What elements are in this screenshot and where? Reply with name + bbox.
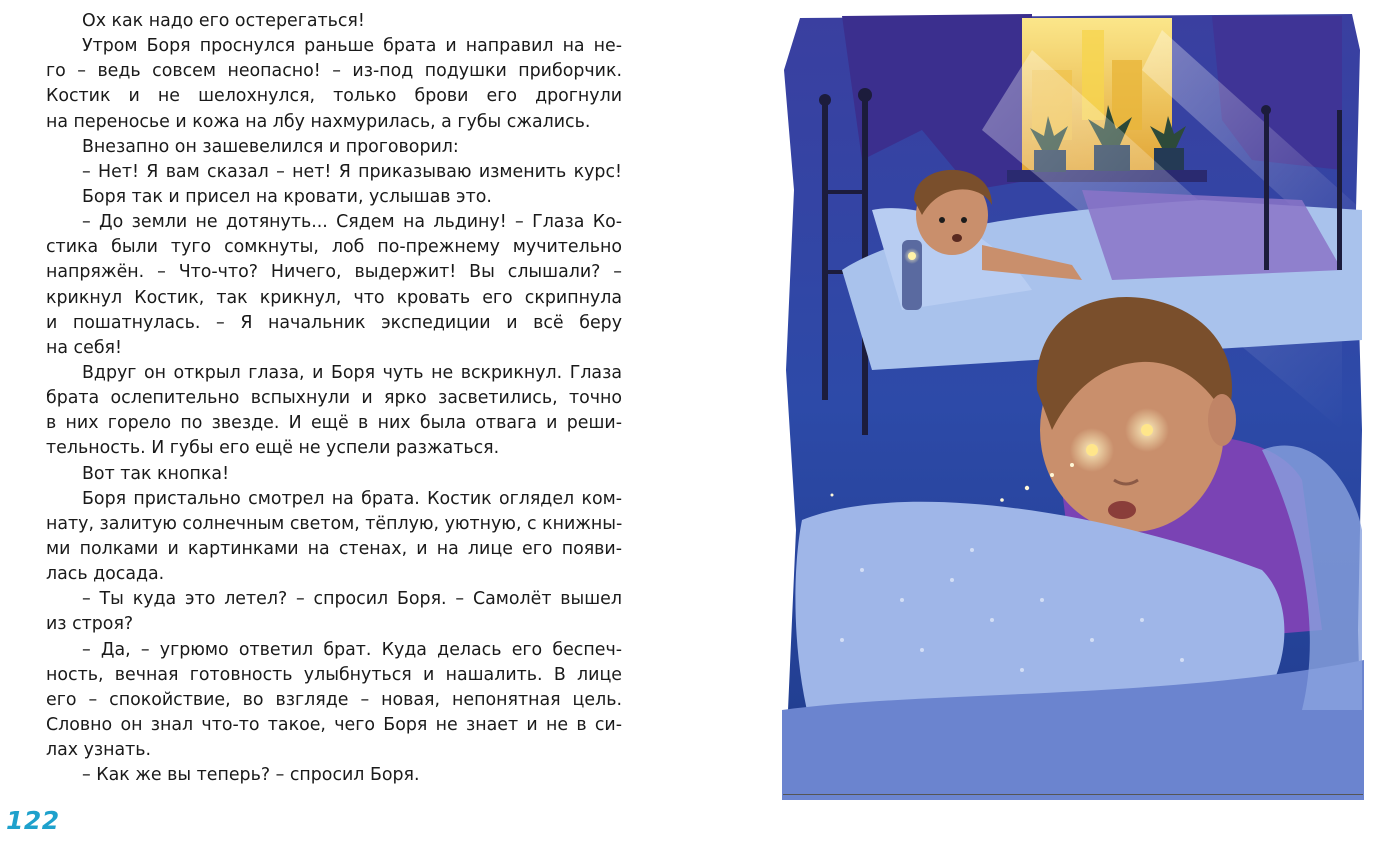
page-number: 122 (6, 806, 60, 835)
text-line: в них горело по звезде. И ещё в них была отвага и реши- (46, 413, 622, 434)
story-text (46, 9, 622, 788)
text-line: Боря так и присел на кровати, услышав это. (82, 186, 492, 207)
text-line: го – ведь совсем неопасно! – из-под подушки приборчик. (46, 61, 622, 82)
text-line: ность, вечная готовность улыбнуться и нашалить. В лице (46, 664, 622, 685)
text-line: напряжён. – Что-что? Ничего, выдержит! Вы слышали? – (46, 262, 622, 283)
text-line: – Ты куда это летел? – спросил Боря. – Самолёт вышел (82, 589, 622, 610)
text-line: Словно он знал что-то такое, чего Боря не знает и не в си- (46, 714, 622, 735)
night-bedroom-illustration (782, 10, 1364, 800)
text-line: брата ослепительно вспыхнули и ярко засветились, точно (46, 388, 622, 409)
text-line: из строя? (46, 614, 134, 635)
text-line: – Как же вы теперь? – спросил Боря. (82, 765, 420, 786)
text-line: лах узнать. (46, 740, 152, 761)
text-line: Утром Боря проснулся раньше брата и направил на не- (82, 36, 622, 57)
text-line: – До земли не дотянуть... Сядем на льдину! – Глаза Ко- (82, 212, 622, 233)
text-line: – Да, – угрюмо ответил брат. Куда делась его беспеч- (82, 639, 622, 660)
text-line: и пошатнулась. – Я начальник экспедиции и всё беру (46, 312, 622, 333)
text-line: его – спокойствие, во взгляде – новая, непонятная цель. (46, 689, 622, 710)
story-illustration (782, 10, 1364, 800)
text-line: Боря пристально смотрел на брата. Костик оглядел ком- (82, 488, 622, 509)
text-line: тельность. И губы его ещё не успели разжаться. (46, 438, 500, 459)
text-line: Вот так кнопка! (82, 463, 230, 484)
text-line: ми полками и картинками на стенах, и на лице его появи- (46, 538, 622, 559)
flashlight-icon (902, 240, 922, 310)
illustration-baseline (783, 794, 1363, 795)
text-line: стика были туго сомкнуты, лоб по-прежнему мучительно (46, 237, 622, 258)
text-line: Вдруг он открыл глаза, и Боря чуть не вскрикнул. Глаза (82, 362, 622, 383)
text-line: Внезапно он зашевелился и проговорил: (82, 136, 459, 157)
text-line: на себя! (46, 337, 122, 358)
text-line: крикнул Костик, так крикнул, что кровать его скрипнула (46, 287, 622, 308)
text-line: на переносье и кожа на лбу нахмурилась, а губы сжались. (46, 111, 591, 132)
text-line: Ох как надо его остерегаться! (82, 11, 365, 31)
text-line: лась досада. (46, 564, 165, 585)
text-line: нату, залитую солнечным светом, тёплую, уютную, с книжны- (46, 513, 623, 534)
text-line: Костик и не шелохнулся, только брови его дрогнули (46, 86, 622, 107)
text-line: – Нет! Я вам сказал – нет! Я приказываю изменить курс! (82, 161, 622, 182)
